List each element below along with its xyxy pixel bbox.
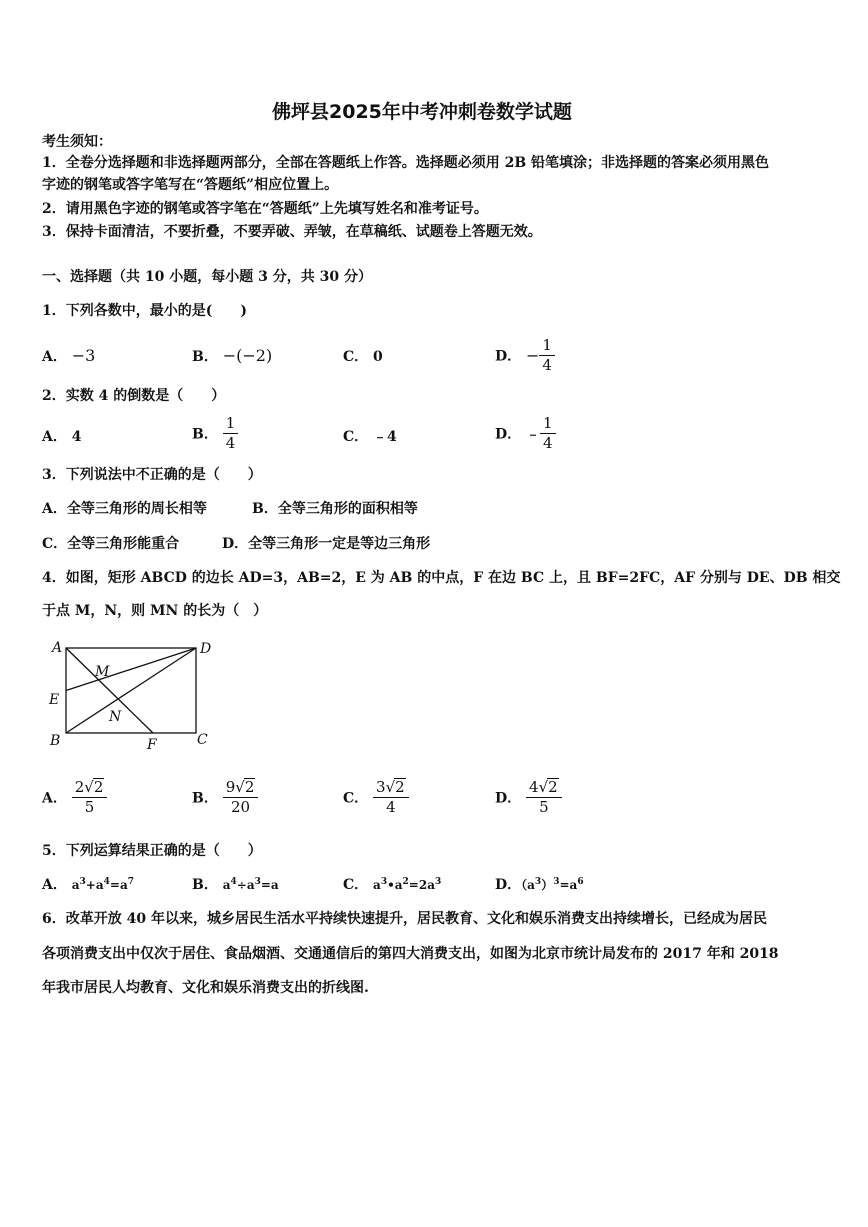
q3-option-a: A．全等三角形的周长相等 xyxy=(42,501,207,517)
notice-heading: 考生须知： xyxy=(42,134,112,150)
label-a: A xyxy=(52,640,63,656)
q4-b-label: B． xyxy=(192,790,218,807)
section-heading: 一、选择题（共 10 小题，每小题 3 分，共 30 分） xyxy=(42,269,372,285)
q5-a-expression: $a^3+a^4=a^7$ xyxy=(71,877,135,892)
q4-a-fraction: $\frac{2√2}{5}$ xyxy=(72,778,108,817)
q4-b-coefficient: 9 xyxy=(225,778,236,796)
q4-c-fraction: $\frac{3√2}{4}$ xyxy=(373,778,409,817)
q4-option-c xyxy=(343,778,409,817)
q4-stem-line1: 4．如图，矩形 ABCD 的边长 AD=3，AB=2，E 为 AB 的中点，F 在边 BC 上，且 BF=2FC，AF 分别与 DE、DB 相交 xyxy=(42,570,841,586)
q3-option-d: D．全等三角形一定是等边三角形 xyxy=(222,536,431,552)
q1-d-denominator: 4 xyxy=(542,356,552,374)
q4-option-a xyxy=(42,778,107,817)
q1-option-b xyxy=(192,346,272,366)
q5-option-b xyxy=(192,875,279,895)
q2-b-numerator: 1 xyxy=(223,414,239,434)
q4-d-label: D． xyxy=(495,790,522,807)
q5-d-label: D． xyxy=(495,877,522,893)
label-c: C xyxy=(197,732,208,748)
q2-option-a xyxy=(42,426,82,446)
q5-c-expression: $a^3•a^2=2a^3$ xyxy=(373,877,442,892)
q2-a-label: A． xyxy=(42,429,67,445)
q5-b-label: B． xyxy=(192,877,218,893)
q1-option-d xyxy=(495,336,555,375)
q2-a-value: 4 xyxy=(71,429,82,445)
q4-c-label: C． xyxy=(343,790,369,807)
notice-item-2: 2．请用黑色字迹的钢笔或答字笔在“答题纸”上先填写姓名和准考证号。 xyxy=(42,201,488,217)
q1-c-value: 0 xyxy=(373,349,383,365)
q2-stem: 2．实数 4 的倒数是（ ） xyxy=(42,388,226,404)
q2-d-fraction xyxy=(540,414,556,453)
q3-option-b: B．全等三角形的面积相等 xyxy=(252,501,418,517)
q6-line1: 6．改革开放 40 年以来，城乡居民生活水平持续快速提升，居民教育、文化和娱乐消费支出持续增长，已经成为居民 xyxy=(42,911,767,927)
page-title: 佛坪县2025年中考冲刺卷数学试题 xyxy=(272,101,572,123)
q2-option-d xyxy=(495,414,556,453)
q4-d-fraction: $\frac{4√2}{5}$ xyxy=(526,778,562,817)
q1-c-label: C． xyxy=(343,349,369,365)
q2-d-sign: ﹣ xyxy=(526,426,541,443)
q2-b-denominator: 4 xyxy=(225,434,236,452)
q5-a-label: A． xyxy=(42,877,67,893)
q4-a-label: A． xyxy=(42,790,67,807)
q2-c-value: ﹣4 xyxy=(373,429,397,445)
q5-c-label: C． xyxy=(343,877,369,893)
q2-option-b xyxy=(192,414,238,453)
q4-b-fraction: $\frac{9√2}{20}$ xyxy=(223,778,259,817)
q5-option-d xyxy=(495,875,584,895)
q1-d-numerator: 1 xyxy=(539,336,555,356)
q5-stem: 5．下列运算结果正确的是（ ） xyxy=(42,843,262,859)
q4-b-radicand: 2 xyxy=(244,778,255,796)
q4-stem-line2: 于点 M，N，则 MN 的长为（ ） xyxy=(42,603,268,619)
q1-b-value: −(−2) xyxy=(222,346,273,365)
segment-db xyxy=(66,648,196,733)
q6-line2: 各项消费支出中仅次于居住、食品烟酒、交通通信后的第四大消费支出，如图为北京市统计局发布的 2017 年和 2018 xyxy=(42,946,779,962)
q1-option-c xyxy=(343,346,383,366)
q5-option-a xyxy=(42,875,134,895)
notice-item-1b: 字迹的钢笔或答字笔写在“答题纸”相应位置上。 xyxy=(42,177,339,193)
q2-d-label: D． xyxy=(495,426,522,443)
q4-a-denominator: 5 xyxy=(84,798,95,816)
q5-option-c xyxy=(343,875,441,895)
rectangle-figure xyxy=(40,636,230,756)
q2-d-numerator: 1 xyxy=(540,414,556,434)
q4-c-coefficient: 3 xyxy=(376,778,386,796)
q1-a-label: A． xyxy=(42,349,67,365)
q4-option-b xyxy=(192,778,258,817)
q4-option-d xyxy=(495,778,562,817)
q1-d-label: D． xyxy=(495,348,522,365)
q4-d-radicand: 2 xyxy=(548,778,558,796)
q4-b-denominator: 20 xyxy=(231,798,251,816)
q1-d-fraction xyxy=(539,336,555,375)
label-m: M xyxy=(95,664,110,680)
segment-de xyxy=(66,648,196,691)
q2-c-label: C． xyxy=(343,429,369,445)
q1-d-sign: − xyxy=(526,346,540,365)
q2-b-fraction xyxy=(223,414,239,453)
q3-stem: 3．下列说法中不正确的是（ ） xyxy=(42,467,262,483)
q2-b-label: B． xyxy=(192,426,218,443)
q5-d-expression: $(a^3)^3=a^6$ xyxy=(521,877,584,892)
q4-c-denominator: 4 xyxy=(386,798,396,816)
q4-a-radicand: 2 xyxy=(93,778,104,796)
q3-option-c: C．全等三角形能重合 xyxy=(42,536,180,552)
label-n: N xyxy=(109,709,122,725)
q6-line3: 年我市居民人均教育、文化和娱乐消费支出的折线图. xyxy=(42,980,369,996)
q4-d-denominator: 5 xyxy=(539,798,549,816)
notice-item-3: 3．保持卡面清洁，不要折叠，不要弄破、弄皱，在草稿纸、试题卷上答题无效。 xyxy=(42,224,542,240)
label-f: F xyxy=(147,737,157,753)
q2-option-c xyxy=(343,426,397,446)
notice-item-1a: 1．全卷分选择题和非选择题两部分，全部在答题纸上作答。选择题必须用 2B 铅笔填涂；非选择题的答案必须用黑色 xyxy=(42,155,770,171)
q1-b-label: B． xyxy=(192,349,218,365)
label-e: E xyxy=(49,692,60,708)
label-b: B xyxy=(50,733,61,749)
q4-a-coefficient: 2 xyxy=(74,778,85,796)
q2-d-denominator: 4 xyxy=(543,434,553,452)
q1-option-a xyxy=(42,346,95,366)
q1-stem: 1．下列各数中，最小的是( ) xyxy=(42,303,247,319)
q4-c-radicand: 2 xyxy=(395,778,405,796)
q1-a-value: −3 xyxy=(71,346,96,365)
q5-b-expression: $a^4\div a^3=a$ xyxy=(222,877,279,892)
q4-d-coefficient: 4 xyxy=(529,778,539,796)
label-d: D xyxy=(200,641,212,657)
